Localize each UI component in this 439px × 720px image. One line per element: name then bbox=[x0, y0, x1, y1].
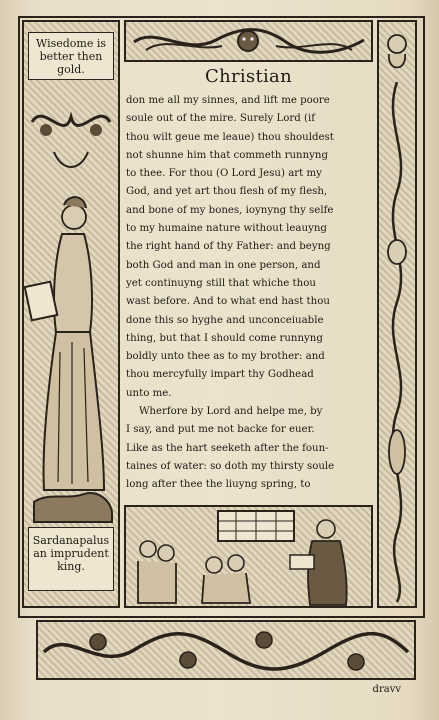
top-ornament bbox=[124, 20, 373, 62]
left-ornament-column bbox=[22, 20, 120, 608]
text-line: don me all my sinnes, and lift me poore bbox=[126, 95, 330, 106]
label-wisdom: Wisedome is better then gold. bbox=[28, 32, 114, 80]
preacher-woodcut bbox=[124, 505, 373, 608]
text-line: done this so hyghe and unconceiuable bbox=[126, 314, 324, 326]
bottom-ornament bbox=[36, 620, 416, 680]
label-sardanapalus: Sardanapalus an imprudent king. bbox=[28, 527, 114, 591]
text-line: and bone of my bones, ioynyng thy selfe bbox=[126, 204, 334, 216]
text-line: I say, and put me not backe for euer. bbox=[126, 424, 315, 436]
page-heading: Christian bbox=[205, 66, 292, 87]
text-line: thou wilt geue me leaue) thou shouldest bbox=[126, 131, 334, 143]
right-ornament-column bbox=[377, 20, 417, 608]
text-line: both God and man in one person, and bbox=[126, 259, 321, 271]
text-line: to thee. For thou (O Lord Jesu) art my bbox=[126, 168, 322, 180]
text-line: God, and yet art thou flesh of my flesh, bbox=[126, 186, 328, 198]
text-line: yet continuyng still that whiche thou bbox=[126, 277, 316, 289]
body-text bbox=[126, 92, 374, 495]
text-line: not shunne him that commeth runnyng bbox=[126, 149, 329, 161]
catchword: dravv bbox=[372, 684, 401, 695]
text-line: soule out of the mire. Surely Lord (if bbox=[126, 113, 316, 125]
text-line: boldly unto thee as to my brother: and bbox=[126, 351, 325, 363]
text-line: taines of water: so doth my thirsty soule bbox=[126, 460, 335, 472]
text-line: thing, but that I should come runnyng bbox=[126, 332, 323, 344]
text-line: wast before. And to what end hast thou bbox=[126, 296, 330, 308]
text-line: the right hand of thy Father: and beyng bbox=[126, 241, 331, 253]
text-line: Like as the hart seeketh after the foun- bbox=[126, 442, 329, 454]
text-line: Wherfore by Lord and helpe me, by bbox=[126, 406, 323, 418]
text-line: thou mercyfully impart thy Godhead bbox=[126, 369, 314, 381]
text-line: to my humaine nature without leauyng bbox=[126, 223, 327, 235]
text-line: long after thee the liuyng spring, to bbox=[126, 479, 311, 491]
text-line: unto me. bbox=[126, 387, 172, 399]
